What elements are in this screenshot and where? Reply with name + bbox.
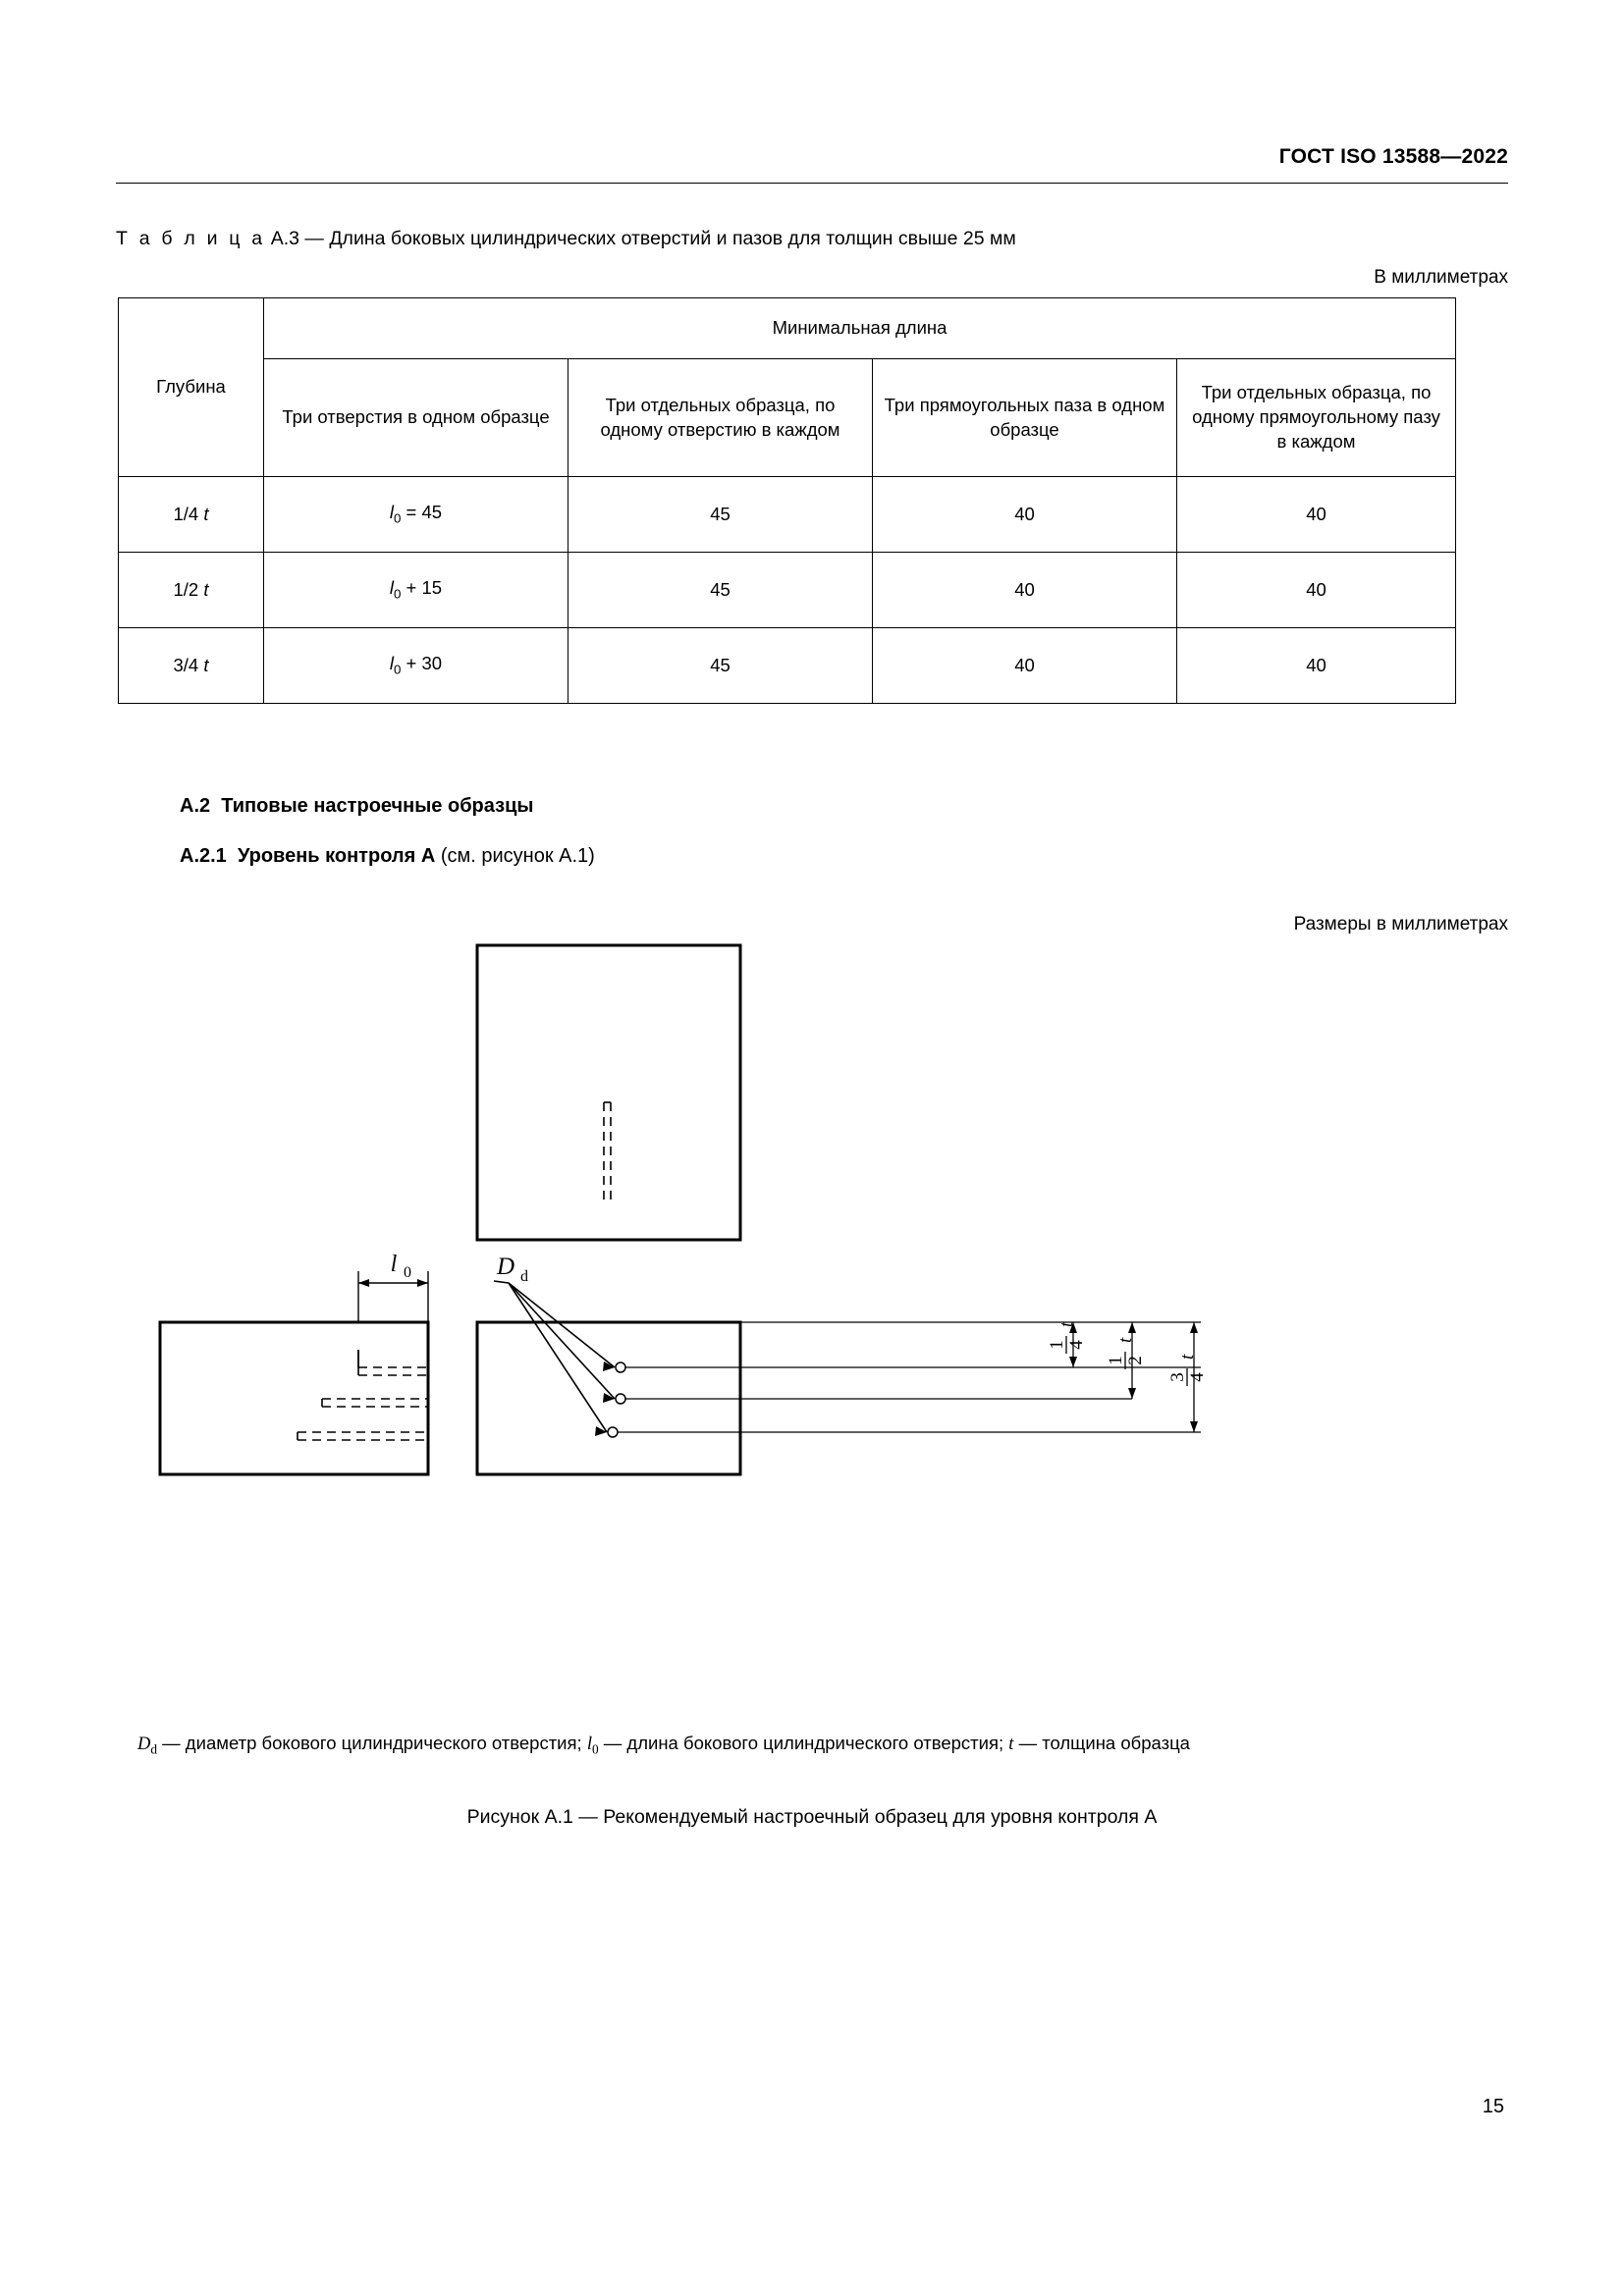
svg-text:l: l	[390, 1252, 398, 1277]
table-row	[119, 553, 1456, 628]
table-header-col-1: Три отверстия в одном образце	[264, 359, 568, 477]
table-header-minlength: Минимальная длина	[264, 298, 1456, 359]
table-header-col-2: Три отдельных образца, по одному отверстию в каждом	[568, 359, 873, 477]
page-header-standard: ГОСТ ISO 13588—2022	[1278, 145, 1508, 168]
cell-depth: 3/4 t	[119, 628, 264, 704]
heading-a21-number: А.2.1	[180, 845, 227, 867]
svg-text:d: d	[520, 1268, 528, 1285]
heading-a21-ref: (см. рисунок А.1)	[440, 845, 595, 867]
cell-value: 45	[568, 628, 873, 704]
cell-depth: 1/4 t	[119, 477, 264, 553]
table-header-col-3: Три прямоугольных паза в одном образце	[873, 359, 1177, 477]
svg-text:t: t	[1056, 1321, 1077, 1327]
page-number: 15	[1482, 2096, 1504, 2117]
svg-text:4: 4	[1066, 1340, 1087, 1350]
cell-value: 40	[873, 553, 1177, 628]
heading-a21-title: Уровень контроля А	[237, 845, 436, 867]
svg-text:2: 2	[1125, 1356, 1146, 1365]
heading-a2-number: А.2	[180, 795, 211, 817]
figure-a1	[116, 937, 1510, 1683]
cell-value: 45	[568, 477, 873, 553]
heading-a2	[180, 795, 533, 818]
cell-value: $l_0 = 45$	[264, 477, 568, 553]
heading-a2-title: Типовые настроечные образцы	[221, 795, 534, 817]
table-header-row-columns	[119, 359, 1456, 477]
cell-value: 40	[1177, 628, 1456, 704]
cell-value: 40	[1177, 553, 1456, 628]
table-header-col-4: Три отдельных образца, по одному прямоугольному пазу в каждом	[1177, 359, 1456, 477]
svg-text:0: 0	[404, 1264, 411, 1281]
table-row	[119, 628, 1456, 704]
table-caption	[116, 228, 1016, 250]
table-row	[119, 477, 1456, 553]
svg-text:t: t	[1177, 1354, 1198, 1360]
cell-depth: 1/2 t	[119, 553, 264, 628]
figure-a1-note: $D_d$ — диаметр бокового цилиндрического отверстия; $l_0$ — длина бокового цилиндрического отверстия; t — толщина образца	[137, 1733, 1190, 1757]
cell-value: 45	[568, 553, 873, 628]
svg-text:1: 1	[1047, 1340, 1067, 1350]
table-caption-text: А.3 — Длина боковых цилиндрических отверстий и пазов для толщин свыше 25 мм	[270, 228, 1016, 249]
table-header-row-group	[119, 298, 1456, 359]
figure-a1-drawing	[116, 937, 1510, 1683]
table-units-note: В миллиметрах	[1374, 267, 1508, 288]
header-rule	[116, 183, 1508, 184]
cell-value: 40	[873, 628, 1177, 704]
cell-value: $l_0 + 30$	[264, 628, 568, 704]
heading-a21	[180, 845, 595, 868]
svg-text:D: D	[496, 1254, 515, 1280]
cell-value: 40	[1177, 477, 1456, 553]
svg-text:4: 4	[1187, 1372, 1208, 1382]
cell-value: $l_0 + 15$	[264, 553, 568, 628]
svg-text:t: t	[1115, 1337, 1136, 1343]
figure-dimensions-note: Размеры в миллиметрах	[1293, 914, 1508, 934]
svg-text:3: 3	[1167, 1372, 1188, 1382]
figure-a1-title: Рисунок А.1 — Рекомендуемый настроечный образец для уровня контроля А	[466, 1806, 1158, 1828]
svg-text:1: 1	[1106, 1356, 1126, 1365]
table-caption-prefix: Т а б л и ц а	[116, 228, 266, 249]
table-a3	[118, 297, 1456, 704]
table-header-depth: Глубина	[119, 298, 264, 477]
cell-value: 40	[873, 477, 1177, 553]
